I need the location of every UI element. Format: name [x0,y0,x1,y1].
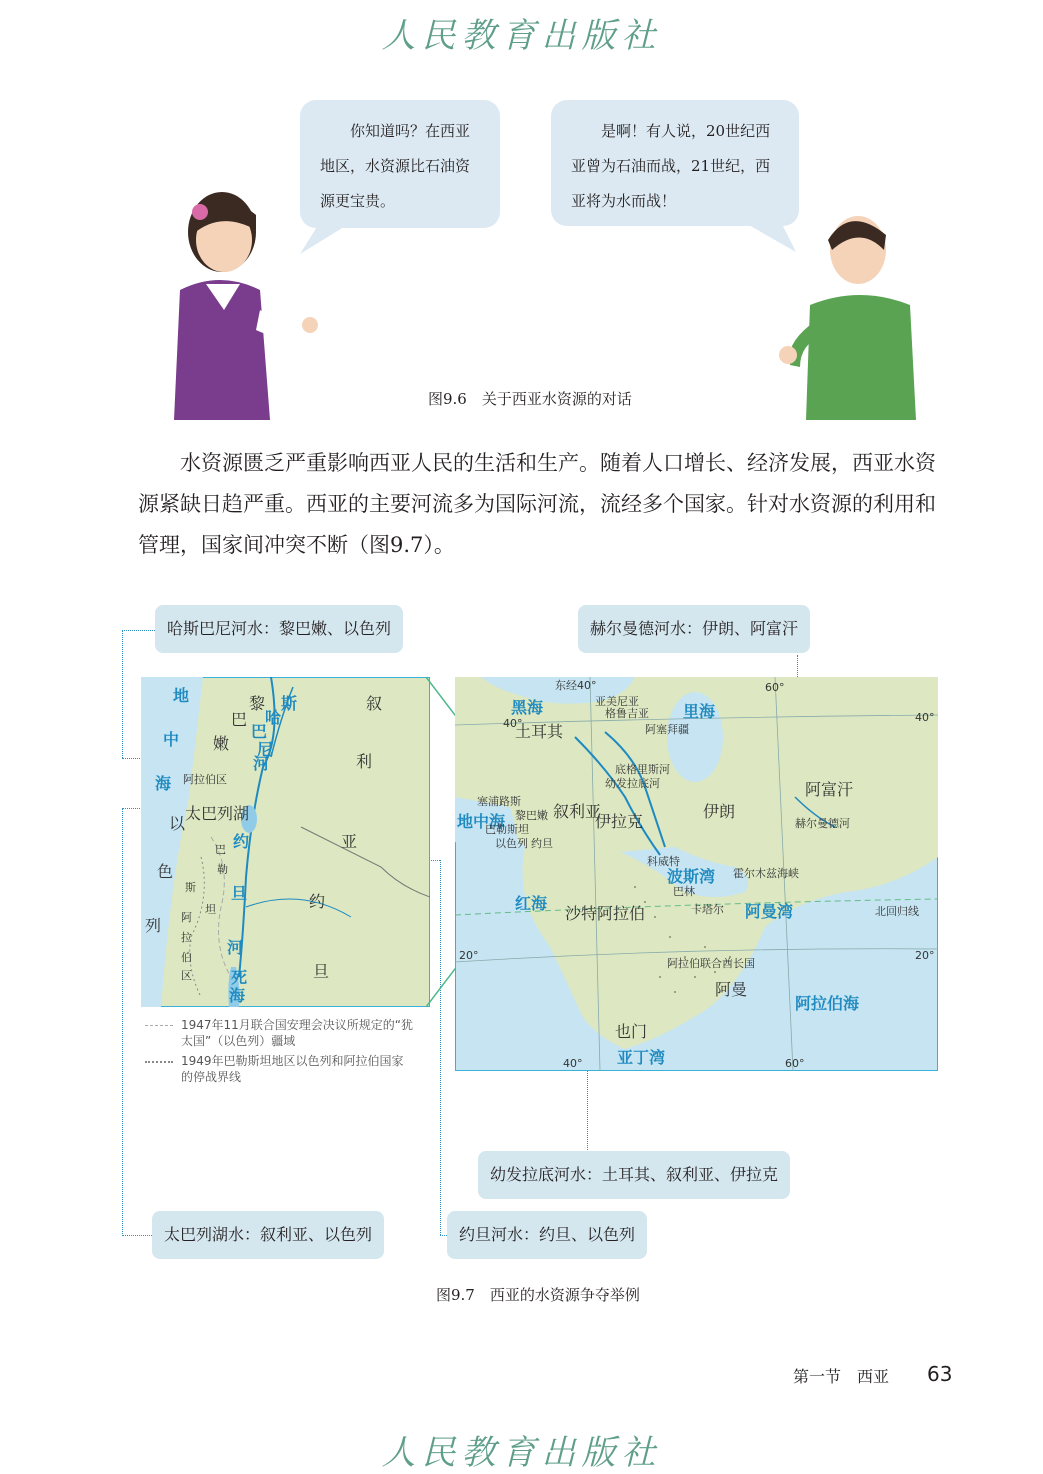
svg-text:斯: 斯 [185,881,196,894]
section-title: 第一节 西亚 [793,1367,890,1386]
publisher-logo-top: 人民教育出版社 [381,16,662,56]
boy-speech-bubble [551,100,799,226]
svg-text:阿拉伯联合酋长国: 阿拉伯联合酋长国 [667,957,755,970]
svg-text:阿: 阿 [181,911,192,924]
leader-jordan-h2 [440,1235,447,1236]
inset-sea-1: 地 [173,686,190,705]
main-map-west-asia [455,677,938,1071]
svg-text:约: 约 [233,832,250,851]
svg-text:嫩: 嫩 [213,734,230,753]
label-euphrates-river: 幼发拉底河水：土耳其、叙利亚、伊拉克 [478,1151,790,1199]
svg-text:尼: 尼 [257,740,274,759]
map-caspian-sea: 里海 [683,702,716,721]
svg-text:巴: 巴 [251,722,268,741]
map-turkey: 土耳其 [515,722,564,741]
svg-text:巴: 巴 [231,710,248,729]
label-helmand-river: 赫尔曼德河水：伊朗、阿富汗 [578,605,810,653]
boy-speech-text: 是啊！有人说，20世纪西亚曾为石油而战，21世纪，西亚将为水而战！ [571,122,771,210]
svg-text:卡塔尔: 卡塔尔 [691,903,724,916]
leader-hasbani-v [122,630,123,758]
svg-text:拉: 拉 [181,931,192,944]
inset-sea-3: 海 [155,774,172,793]
svg-text:叙: 叙 [366,694,383,713]
legend-dotted-icon [145,1061,173,1085]
svg-text:塞浦路斯: 塞浦路斯 [477,795,521,808]
svg-text:勒: 勒 [217,863,228,876]
map-mediterranean: 地中海 [457,812,506,831]
body-paragraph: 水资源匮乏严重影响西亚人民的生活和生产。随着人口增长、经济发展，西亚水资源紧缺日趋严重。西亚的主要河流多为国际河流，流经多个国家。针对水资源的利用和管理，国家间冲突不断（图9.7）。 [138,451,936,557]
svg-text:东经40°: 东经40° [555,679,597,692]
girl-speech-text: 你知道吗？在西亚地区，水资源比石油资源更宝贵。 [320,122,471,210]
svg-text:亚丁湾: 亚丁湾 [617,1048,666,1067]
svg-text:伯: 伯 [181,951,192,964]
svg-text:科威特: 科威特 [647,855,680,868]
svg-text:河: 河 [253,754,270,773]
figure-9-6-caption: 图9.6 关于西亚水资源的对话 [428,390,632,408]
svg-text:幼发拉底河: 幼发拉底河 [605,777,660,790]
svg-text:20°: 20° [459,949,479,962]
map-saudi-arabia: 沙特阿拉伯 [565,904,646,923]
legend-1949: 1949年巴勒斯坦地区以色列和阿拉伯国家的停战界线 [181,1054,404,1084]
svg-text:60°: 60° [785,1057,805,1070]
svg-text:阿曼湾: 阿曼湾 [745,902,794,921]
map-iran: 伊朗 [703,802,736,821]
svg-text:60°: 60° [765,681,785,694]
legend-1947: 1947年11月联合国安理会决议所规定的“犹太国”（以色列）疆域 [181,1018,414,1048]
map-black-sea: 黑海 [511,698,544,717]
svg-text:旦: 旦 [313,962,330,981]
svg-text:底格里斯河: 底格里斯河 [615,763,670,776]
svg-text:太巴列湖: 太巴列湖 [185,804,250,823]
svg-text:伊拉克: 伊拉克 [595,812,644,831]
svg-text:赫尔曼德河: 赫尔曼德河 [795,817,850,830]
inset-sea-2: 中 [163,730,180,749]
svg-text:以色列: 以色列 [495,837,528,850]
svg-text:河: 河 [227,938,244,957]
girl-speech-bubble [300,100,500,228]
svg-text:北回归线: 北回归线 [875,905,919,918]
map-arabian-sea: 阿拉伯海 [795,994,860,1013]
svg-text:波斯湾: 波斯湾 [667,867,716,886]
svg-text:40°: 40° [503,717,523,730]
svg-text:列: 列 [145,916,162,935]
leader-tiberias-v [122,808,123,1236]
svg-text:亚: 亚 [341,832,358,851]
svg-text:格鲁吉亚: 格鲁吉亚 [605,707,649,720]
page-number: 63 [927,1362,953,1386]
svg-text:黎巴嫩: 黎巴嫩 [515,809,548,822]
svg-text:约: 约 [309,892,326,911]
svg-text:叙利亚: 叙利亚 [553,802,602,821]
svg-text:巴林: 巴林 [673,885,695,898]
legend [145,1017,415,1085]
girl-bubble-tail [300,222,360,256]
svg-text:20°: 20° [915,949,935,962]
svg-text:霍尔木兹海峡: 霍尔木兹海峡 [733,867,799,880]
figure-9-7-caption: 图9.7 西亚的水资源争夺举例 [436,1286,640,1304]
svg-text:以: 以 [169,814,186,833]
inset-map [141,677,430,1007]
boy-bubble-tail [740,220,800,254]
svg-text:色: 色 [157,862,174,881]
svg-text:区: 区 [181,969,192,982]
label-hasbani-river: 哈斯巴尼河水：黎巴嫩、以色列 [155,605,403,653]
svg-text:巴勒斯坦: 巴勒斯坦 [485,823,529,836]
publisher-logo-bottom: 人民教育出版社 [381,1433,662,1473]
svg-text:死: 死 [231,968,248,987]
label-tiberias-lake: 太巴列湖水：叙利亚、以色列 [152,1211,384,1259]
svg-text:阿塞拜疆: 阿塞拜疆 [645,723,689,736]
map-afghanistan: 阿富汗 [805,780,854,799]
label-jordan-river: 约旦河水：约旦、以色列 [447,1211,647,1259]
svg-text:40°: 40° [563,1057,583,1070]
svg-text:约旦: 约旦 [531,837,553,850]
svg-text:巴: 巴 [215,843,226,856]
svg-text:黎: 黎 [249,694,266,713]
svg-text:也门: 也门 [615,1022,648,1041]
svg-text:40°: 40° [915,711,935,724]
girl-illustration [160,180,320,420]
svg-text:旦: 旦 [231,884,248,903]
svg-text:利: 利 [356,752,373,771]
svg-text:亚美尼亚: 亚美尼亚 [595,695,639,708]
svg-text:阿曼: 阿曼 [715,980,748,999]
legend-dashed-icon [145,1025,173,1049]
svg-text:红海: 红海 [515,894,548,913]
svg-text:斯: 斯 [281,694,298,713]
svg-text:阿拉伯区: 阿拉伯区 [183,773,227,786]
svg-text:海: 海 [229,986,246,1005]
svg-text:坦: 坦 [205,903,216,916]
svg-text:哈: 哈 [265,708,282,727]
leader-hasbani-h1 [122,630,155,631]
leader-tiberias-h2 [122,1235,152,1236]
